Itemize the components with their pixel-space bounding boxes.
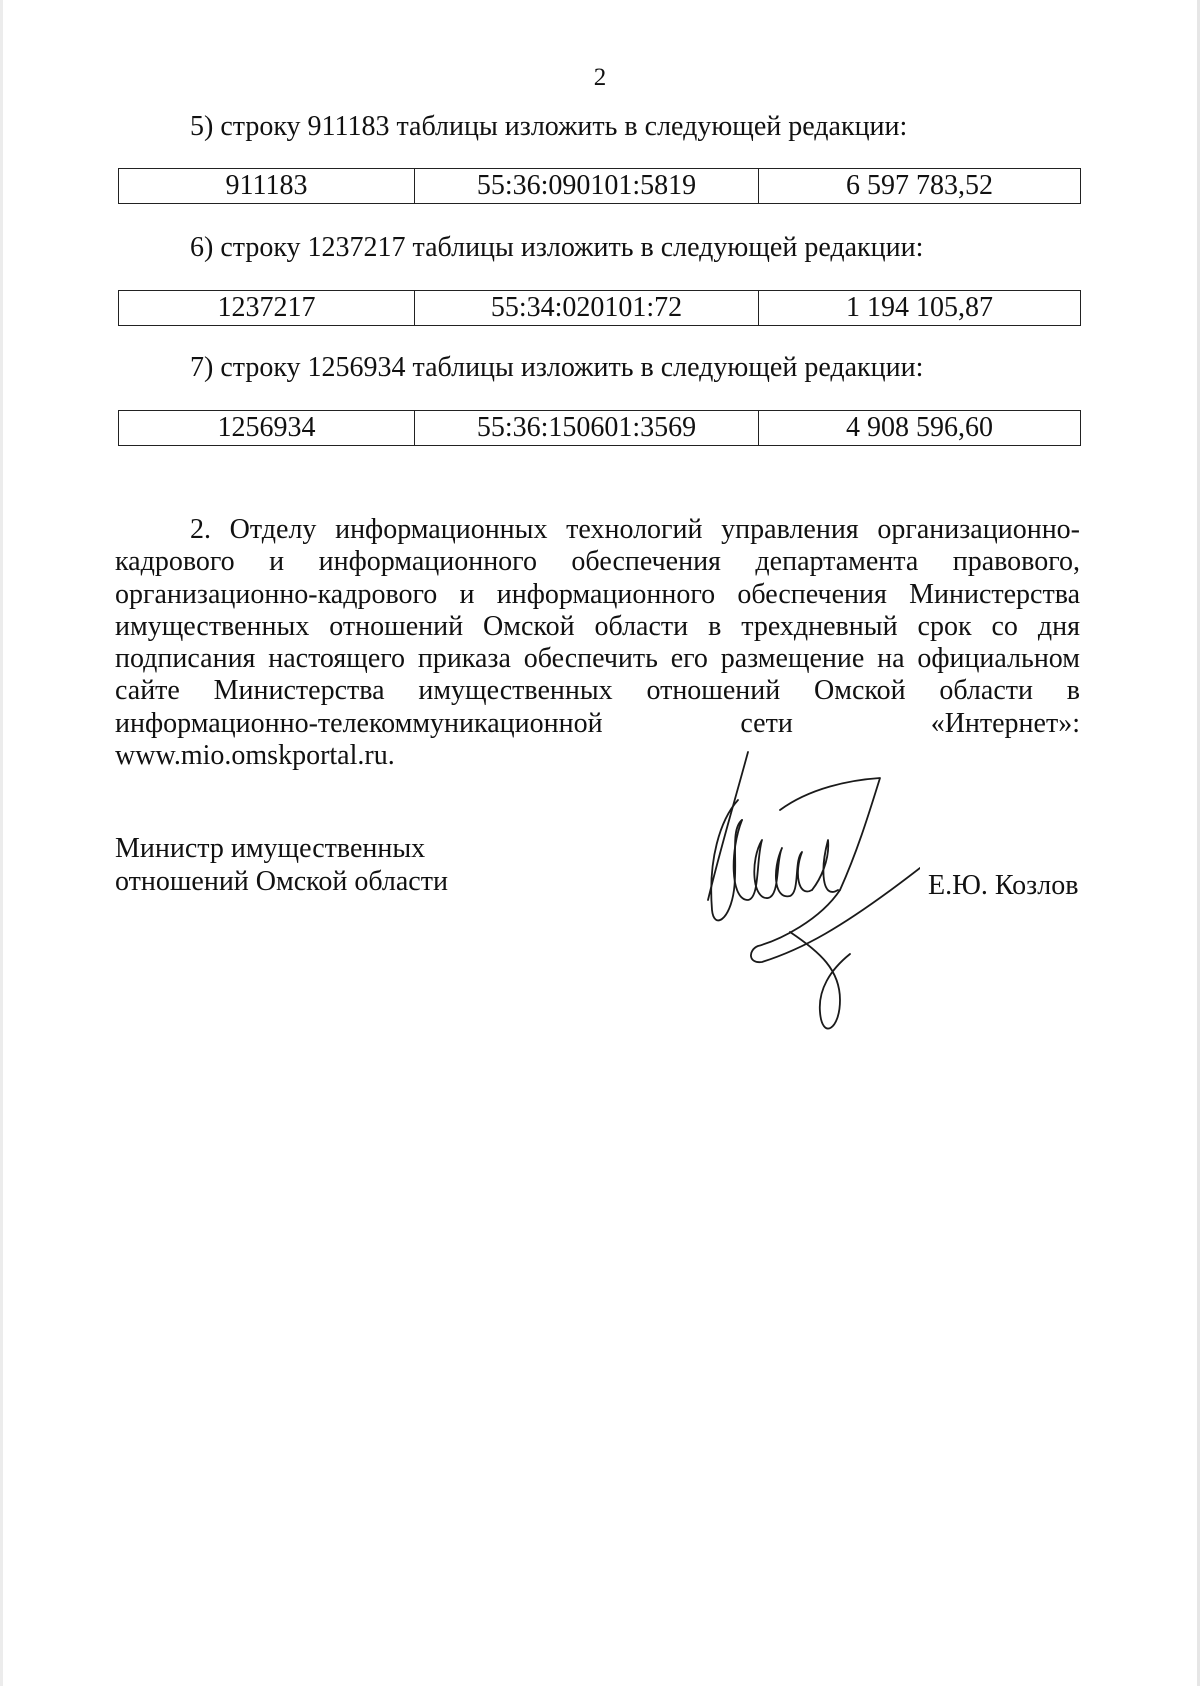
amendment-5-intro: 5) строку 911183 таблицы изложить в следующей редакции:	[190, 111, 908, 142]
signatory-title-line-1: Министр имущественных	[115, 833, 426, 864]
table-cell-cadastral-number: 55:36:090101:5819	[415, 169, 759, 203]
table-cell-value: 1 194 105,87	[846, 292, 993, 323]
signatory-title-line-2: отношений Омской области	[115, 866, 448, 897]
table-cell-id: 1256934	[119, 411, 415, 445]
table-cell-id: 1237217	[119, 291, 415, 325]
signatory-name: Е.Ю. Козлов	[928, 870, 1079, 901]
handwritten-signature	[690, 740, 920, 1040]
amendment-7-table	[118, 410, 1081, 446]
table-cell-cadastral-number: 55:36:150601:3569	[415, 411, 759, 445]
signatory-title	[115, 832, 448, 898]
table-cell-value: 4 908 596,60	[846, 412, 993, 443]
amendment-6-intro: 6) строку 1237217 таблицы изложить в следующей редакции:	[190, 232, 924, 263]
table-cell-cadastral-number: 55:34:020101:72	[415, 291, 759, 325]
amendment-6-table	[118, 290, 1081, 326]
scan-edge-left	[0, 0, 3, 1686]
amendment-5-table	[118, 168, 1081, 204]
amendment-7-intro: 7) строку 1256934 таблицы изложить в следующей редакции:	[190, 352, 924, 383]
page-number: 2	[593, 64, 607, 91]
table-cell-id: 911183	[119, 169, 415, 203]
paragraph-2: 2. Отделу информационных технологий управления организационно-кадрового и информационного обеспечения департамента правового, организационно-кадрового и информационного обеспечения Министерства имущественных отношений Омской области в трехдневный срок со дня подписания настоящего приказа обеспечить его размещение на официальном сайте Министерства имущественных отношений Омской области в информационно-телекоммуникационной сети «Интернет»: www.mio.omskportal.ru.	[115, 514, 1080, 772]
table-cell-value: 6 597 783,52	[846, 170, 993, 201]
